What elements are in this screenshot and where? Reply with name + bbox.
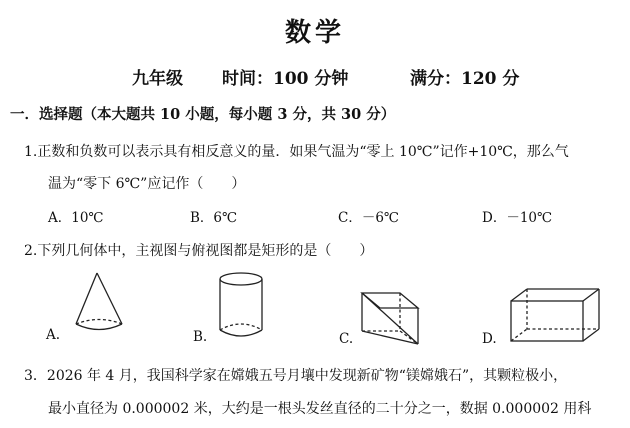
- question-3-line-1: 3．2026 年 4 月，我国科学家在嫦娥五号月壤中发现新矿物“镁嫦娥石”，其颗粒极小，: [24, 368, 568, 384]
- score-label: 满分：120 分: [410, 69, 520, 89]
- section-heading: 一．选择题（本大题共 10 小题，每小题 3 分，共 30 分）: [10, 106, 396, 123]
- cone-figure: [70, 270, 130, 340]
- figure-label-b: B.: [193, 329, 208, 345]
- cylinder-figure: [214, 270, 269, 342]
- question-1-line-2: 温为“零下 6℃”应记作（ ）: [48, 176, 246, 192]
- question-3-line-2: 最小直径为 0.000002 米，大约是一根头发丝直径的二十分之一，数据 0.000002 用科: [48, 401, 592, 417]
- question-1-option-b: B．6℃: [190, 210, 238, 226]
- figure-label-c: C.: [339, 331, 354, 347]
- question-2-line-1: 2.下列几何体中，主视图与俯视图都是矩形的是（ ）: [24, 243, 374, 259]
- figure-label-a: A.: [46, 327, 61, 343]
- rectangular-prism-figure: [507, 286, 607, 346]
- question-1-line-1: 1.正数和负数可以表示具有相反意义的量．如果气温为“零上 10℃”记作+10℃，那么气: [24, 144, 569, 160]
- question-1-option-d: D．－10℃: [482, 210, 553, 226]
- page-title: 数学: [284, 18, 345, 48]
- grade-label: 九年级: [132, 69, 183, 89]
- time-label: 时间：100 分钟: [222, 69, 349, 89]
- triangular-prism-figure: [356, 286, 436, 346]
- question-1-option-a: A．10℃: [48, 210, 104, 226]
- figure-label-d: D.: [482, 331, 497, 347]
- question-1-option-c: C．－6℃: [338, 210, 400, 226]
